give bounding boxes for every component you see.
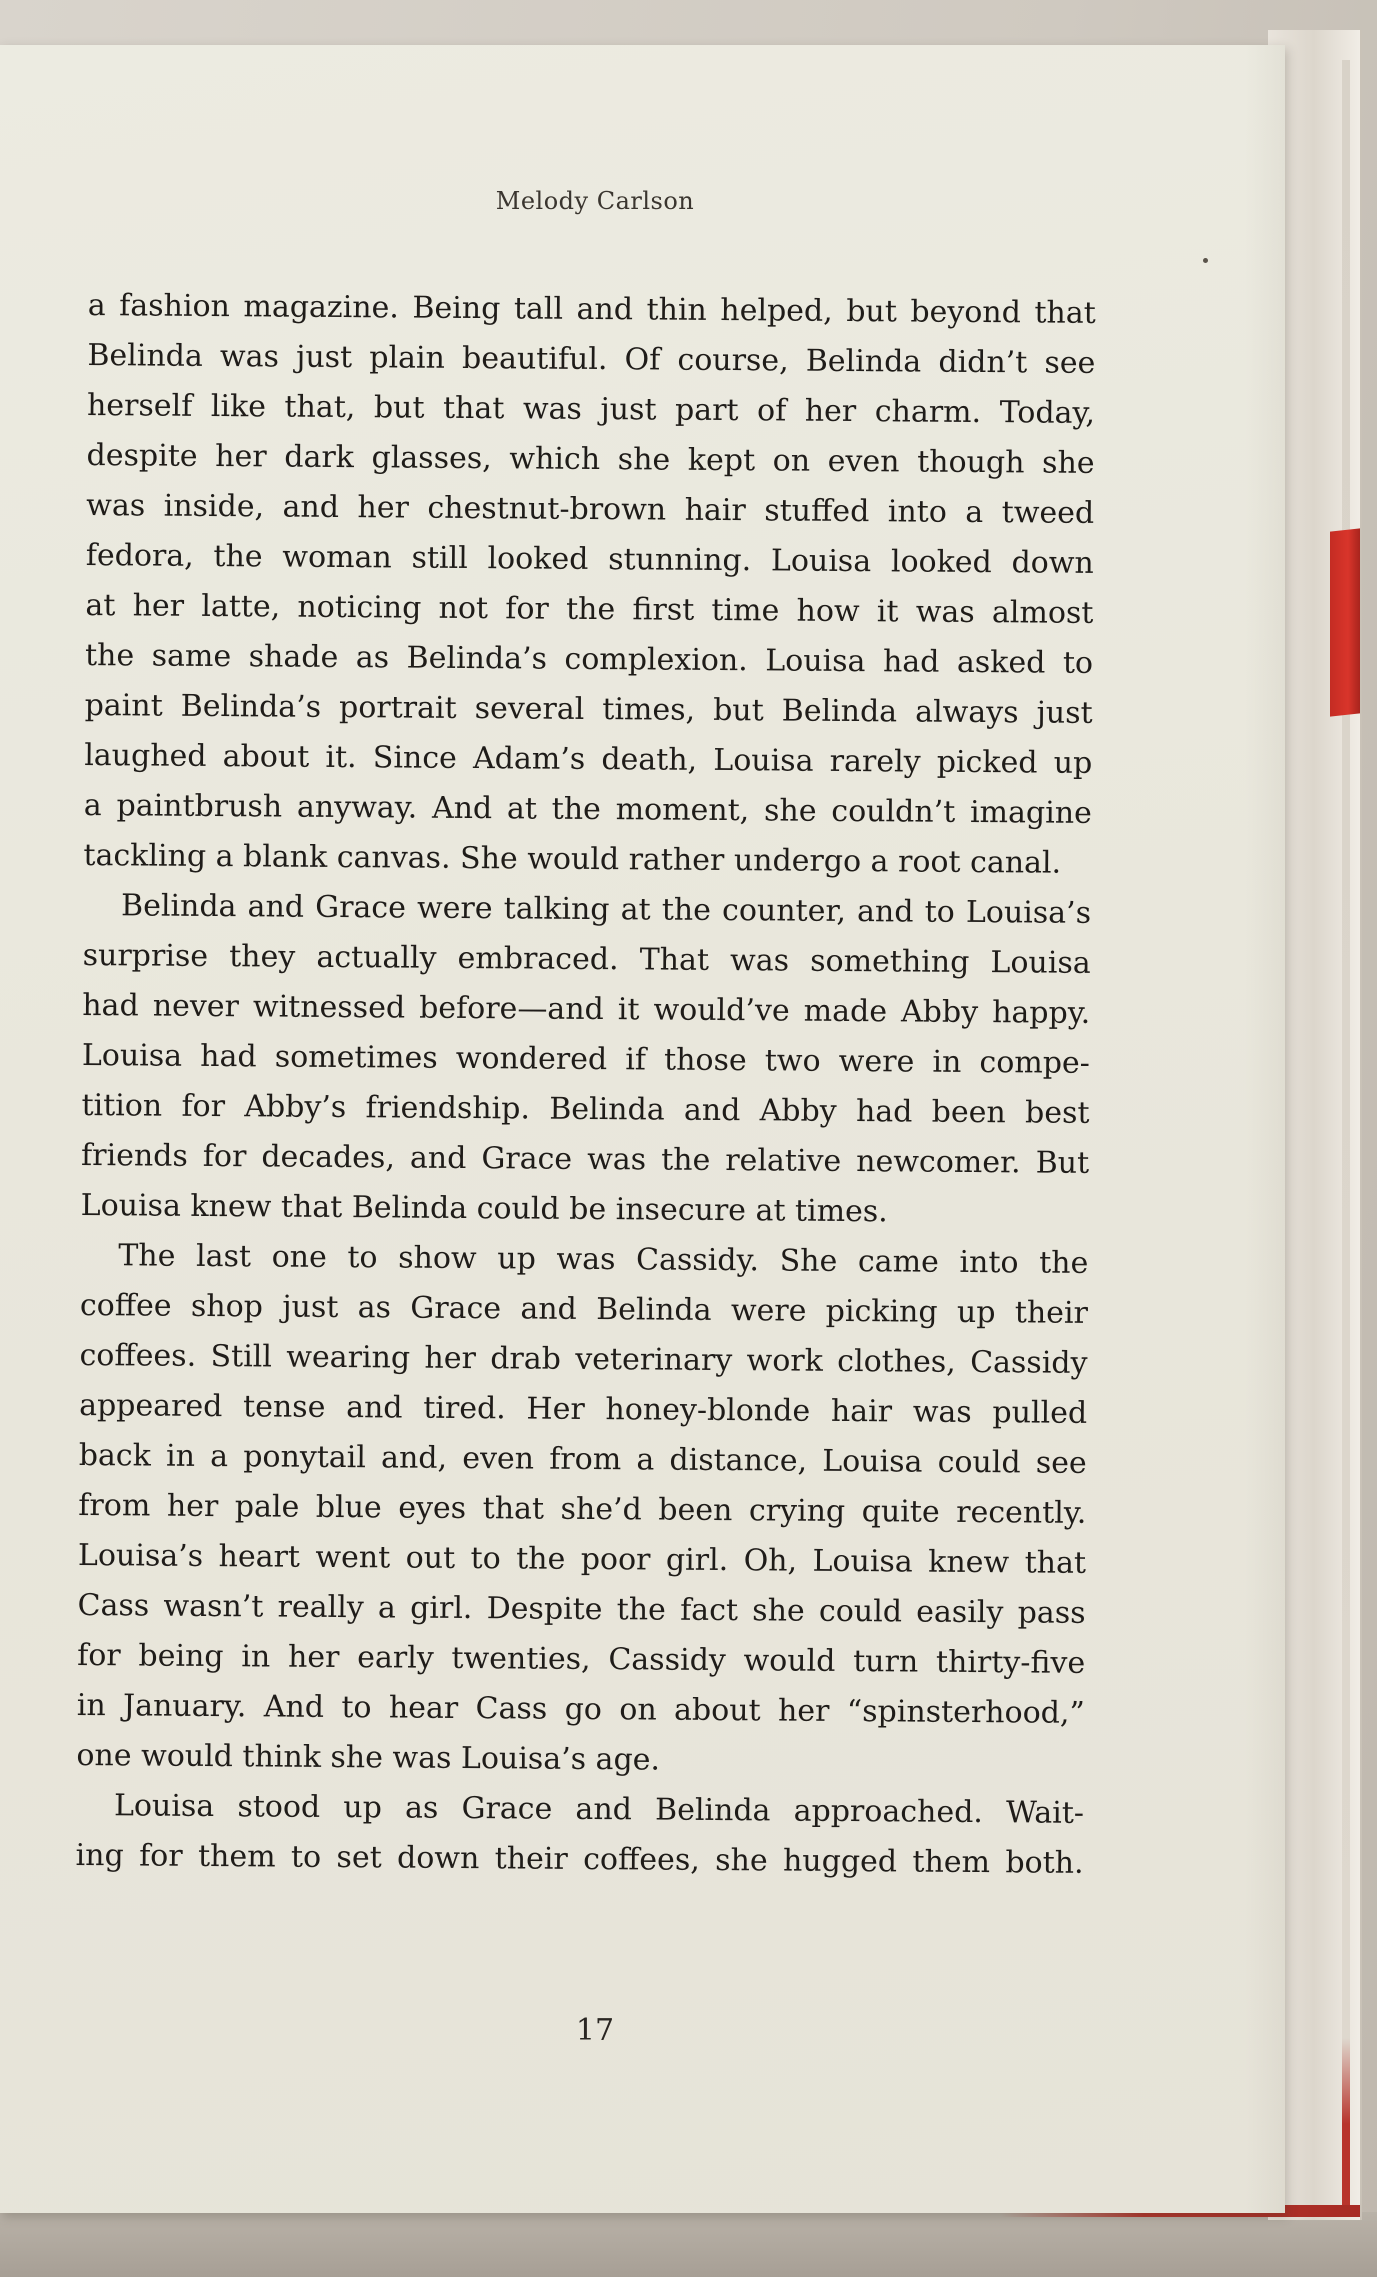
text-line: Louisa had sometimes wondered if those two were in compe- <box>81 1037 1091 1081</box>
text-line: a paintbrush anyway. And at the moment, she couldn’t imagine <box>83 787 1092 831</box>
text-line: tackling a blank canvas. She would rather undergo a root canal. <box>83 837 1062 881</box>
text-line: Louisa’s heart went out to the poor girl. Oh, Louisa knew that <box>77 1537 1087 1581</box>
text-line: Belinda was just plain beautiful. Of course, Belinda didn’t see <box>87 337 1096 381</box>
text-line: for being in her early twenties, Cassidy would turn thirty-five <box>77 1637 1086 1681</box>
text-line: Louisa knew that Belinda could be insecure at times. <box>80 1187 888 1230</box>
text-line: tition for Abby’s friendship. Belinda and Abby had been best <box>81 1087 1090 1131</box>
table-surface <box>0 2212 1377 2277</box>
body-text <box>75 281 1096 1889</box>
ribbon-bookmark <box>1330 528 1360 716</box>
text-line: herself like that, but that was just part of her charm. Today, <box>86 387 1096 431</box>
text-line: the same shade as Belinda’s complexion. Louisa had asked to <box>84 637 1094 681</box>
paragraph-first-line: Belinda and Grace were talking at the counter, and to Louisa’s <box>120 888 1092 931</box>
text-line: ing for them to set down their coffees, she hugged them both. <box>75 1837 1084 1881</box>
text-line: in January. And to hear Cass go on about her “spinsterhood,” <box>76 1687 1085 1731</box>
text-line: laughed about it. Since Adam’s death, Louisa rarely picked up <box>84 737 1093 781</box>
text-line: coffee shop just as Grace and Belinda were picking up their <box>79 1287 1089 1331</box>
text-line: Cass wasn’t really a girl. Despite the fact she could easily pass <box>77 1587 1086 1631</box>
text-line: at her latte, noticing not for the first time how it was almost <box>85 587 1094 631</box>
text-line: a fashion magazine. Being tall and thin helped, but beyond that <box>87 287 1096 331</box>
text-line: friends for decades, and Grace was the relative newcomer. But <box>80 1137 1090 1181</box>
text-line: despite her dark glasses, which she kept on even though she <box>86 437 1095 481</box>
text-line: back in a ponytail and, even from a distance, Louisa could see <box>78 1437 1087 1481</box>
text-line: paint Belinda’s portrait several times, but Belinda always just <box>84 687 1093 731</box>
text-line: had never witnessed before—and it would’ve made Abby happy. <box>82 987 1091 1031</box>
text-line: one would think she was Louisa’s age. <box>76 1737 661 1778</box>
paragraph-first-line: The last one to show up was Cassidy. She came into the <box>118 1238 1089 1281</box>
text-line: fedora, the woman still looked stunning. Louisa looked down <box>85 537 1094 581</box>
text-line: surprise they actually embraced. That was something Louisa <box>82 937 1091 981</box>
text-line: was inside, and her chestnut-brown hair stuffed into a tweed <box>86 487 1095 531</box>
book-page <box>0 45 1285 2213</box>
dust-speck <box>1203 258 1208 263</box>
cover-spine-edge <box>1342 60 1350 2210</box>
page-edge-shadow <box>1245 45 1285 2213</box>
text-line: from her pale blue eyes that she’d been crying quite recently. <box>78 1487 1087 1531</box>
text-line: appeared tense and tired. Her honey-blonde hair was pulled <box>79 1387 1088 1431</box>
running-head: Melody Carlson <box>495 187 695 215</box>
paragraph-first-line: Louisa stood up as Grace and Belinda approached. Wait- <box>113 1788 1085 1831</box>
page-number: 17 <box>575 2013 615 2048</box>
text-line: coffees. Still wearing her drab veterinary work clothes, Cassidy <box>79 1337 1088 1381</box>
